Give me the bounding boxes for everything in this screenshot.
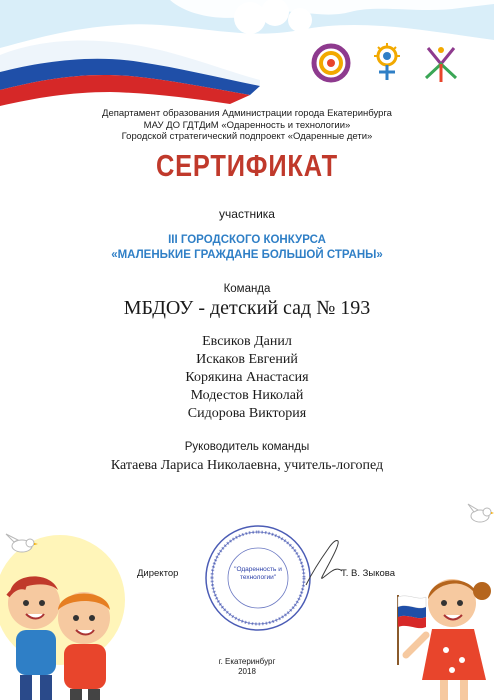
header-line-organization: МАУ ДО ГДТДиМ «Одаренность и технологии» [143,119,351,131]
member-name: Корякина Анастасия [185,370,309,385]
header-line-department: Департамент образования Администрации города Екатеринбурга [102,108,392,119]
stamp-center-text: "Одаренность и технологии" [234,566,282,581]
cartoon-kids-illustration [0,518,150,700]
leader-label: Руководитель команды [184,441,310,453]
member-name: Евсиков Данил [202,334,292,349]
team-label: Команда [223,283,271,295]
russian-flag-icon [398,595,426,665]
team-name: МБДОУ - детский сад № 193 [123,297,371,319]
leader-name: Катаева Лариса Николаевна, учитель-логопед [110,458,384,473]
bird-icon [466,500,494,528]
contest-name [0,233,494,263]
girl-with-flag-illustration [386,555,494,700]
member-name: Сидорова Виктория [187,406,307,421]
participant-label: участника [219,207,275,221]
bird-icon [6,534,38,552]
star-figure-logo-icon [418,40,464,86]
girl-figure [406,579,491,700]
cloud-puff [234,2,266,34]
contest-line-2: «МАЛЕНЬКИЕ ГРАЖДАНЕ БОЛЬШОЙ СТРАНЫ» [111,249,383,261]
cloud-puff [288,8,312,32]
boy-figure-right [58,592,110,700]
boy-figure-left [8,576,60,700]
team-members-list [0,333,494,423]
handwritten-signature [298,535,348,590]
logos-row [284,40,464,90]
director-label: Директор [137,568,179,579]
sun-figure-logo-icon [364,40,410,86]
footer-year: 2018 [238,667,256,676]
contest-line-1: III ГОРОДСКОГО КОНКУРСА [168,234,326,246]
header-line-project: Городской стратегический подпроект «Одаренные дети» [121,131,373,142]
director-name: Т. В. Зыкова [341,568,395,579]
ring-logo-icon [308,40,354,86]
member-name: Модестов Николай [190,388,304,403]
header-block [0,108,494,143]
footer-city: г. Екатеринбург [218,657,276,666]
certificate-title: СЕРТИФИКАТ [155,148,339,183]
member-name: Искаков Евгений [196,352,298,367]
